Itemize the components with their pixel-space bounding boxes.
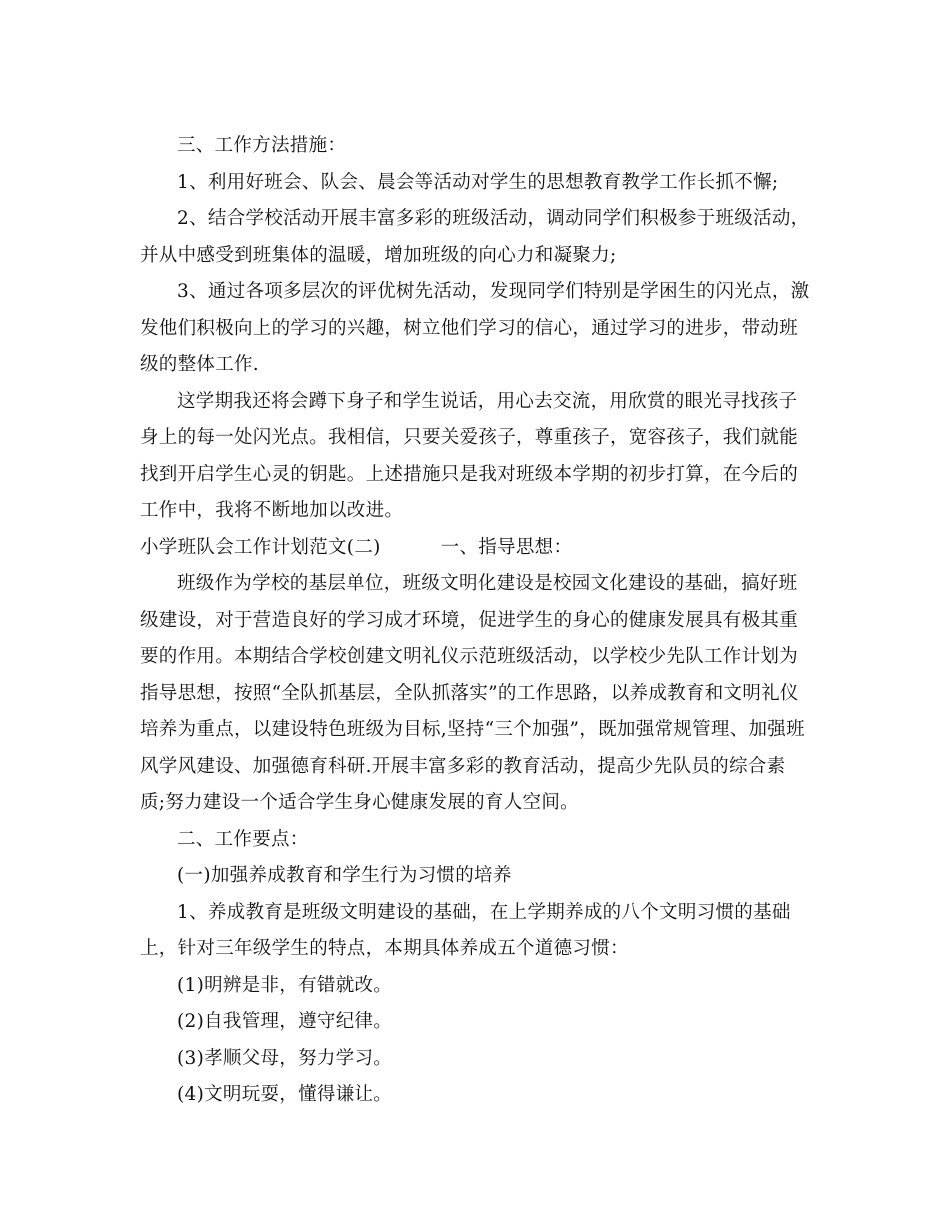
method-item-3: 3、通过各项多层次的评优树先活动，发现同学们特别是学困生的闪光点，激发他们积极向上的学习的兴趣，树立他们学习的信心，通过学习的进步，带动班级的整体工作. <box>140 281 810 375</box>
habits-intro: 1、养成教育是班级文明建设的基础，在上学期养成的八个文明习惯的基础上，针对三年级学生的特点，本期具体养成五个道德习惯： <box>140 901 791 959</box>
closing-paragraph: 这学期我还将会蹲下身子和学生说话，用心去交流，用欣赏的眼光寻找孩子身上的每一处闪光点。我相信，只要关爱孩子，尊重孩子，宽容孩子，我们就能找到开启学生心灵的钥匙。上述措施只是我对班级本学期的初步打算，在今后的工作中，我将不断地加以改进。 <box>140 390 799 521</box>
habit-item-1: (1)明辨是非，有错就改。 <box>177 974 393 996</box>
habit-item-2: (2)自我管理，遵守纪律。 <box>177 1011 393 1032</box>
guiding-thought-paragraph: 班级作为学校的基层单位，班级文明化建设是校园文化建设的基础，搞好班级建设，对于营造良好的学习成才环境，促进学生的身心的健康发展具有极其重要的作用。本期结合学校创建文明礼仪示范班级活动，以学校少先队工作计划为指导思想，按照“全队抓基层，全队抓落实”的工作思路，以养成教育和文明礼仪培养为重点，以建设特色班级为目标,坚持“三个加强”，既加强常规管理、加强班风学风建设、加强德育科研.开展丰富多彩的教育活动，提高少先队员的综合素质;努力建设一个适合学生身心健康发展的育人空间。 <box>140 573 805 813</box>
subheading-habits: (一)加强养成教育和学生行为习惯的培养 <box>177 865 512 886</box>
method-item-2: 2、结合学校活动开展丰富多彩的班级活动，调动同学们积极参于班级活动，并从中感受到班集体的温暖，增加班级的向心力和凝聚力; <box>140 208 810 266</box>
method-item-1: 1、利用好班会、队会、晨会等活动对学生的思想教育教学工作长抓不懈; <box>177 171 779 193</box>
habit-item-4: (4)文明玩耍，懂得谦让。 <box>177 1084 393 1105</box>
section-title: 小学班队会工作计划范文(二) <box>140 536 381 558</box>
section-first-heading: 一、指导思想： <box>440 536 573 558</box>
section-title-line <box>140 530 810 567</box>
document-body <box>140 128 810 1114</box>
heading-methods: 三、工作方法措施： <box>177 135 347 156</box>
habit-item-3: (3)孝顺父母，努力学习。 <box>177 1047 393 1069</box>
heading-key-points: 二、工作要点： <box>177 828 309 850</box>
